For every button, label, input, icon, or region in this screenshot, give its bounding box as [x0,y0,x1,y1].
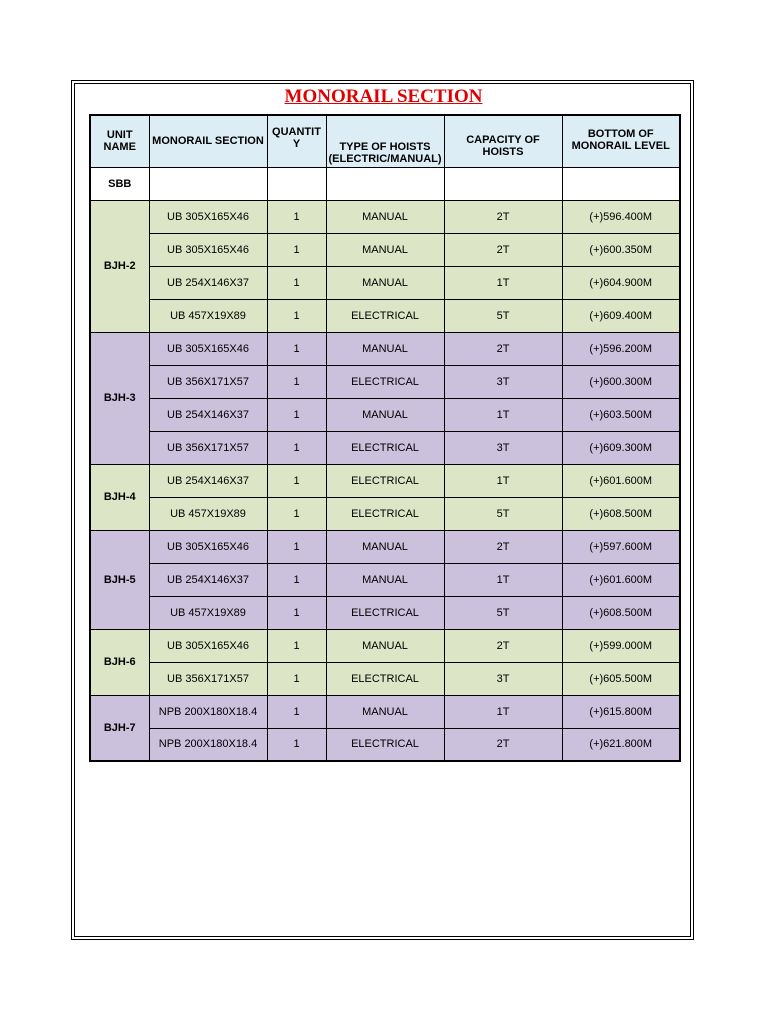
cell-unit-name: SBB [90,167,149,200]
table-row [90,530,680,563]
cell-monorail-section: UB 254X146X37 [149,563,267,596]
cell-bottom-level: (+)603.500M [562,398,680,431]
header-unit-name: UNIT NAME [90,115,149,167]
table-header-row [90,115,680,167]
cell-capacity: 5T [444,596,562,629]
cell-bottom-level: (+)604.900M [562,266,680,299]
cell-bottom-level: (+)621.800M [562,728,680,761]
cell-quantity: 1 [267,200,326,233]
table-row [90,464,680,497]
cell-capacity: 1T [444,695,562,728]
cell-monorail-section [149,167,267,200]
document-title: MONORAIL SECTION [284,86,483,107]
cell-monorail-section: UB 356X171X57 [149,662,267,695]
monorail-table [89,114,681,762]
cell-type-of-hoists: MANUAL [326,398,444,431]
cell-unit-name: BJH-3 [90,332,149,464]
table-row [90,200,680,233]
cell-monorail-section: UB 305X165X46 [149,629,267,662]
cell-type-of-hoists: MANUAL [326,200,444,233]
cell-capacity: 2T [444,332,562,365]
table-row [90,299,680,332]
cell-bottom-level: (+)605.500M [562,662,680,695]
cell-quantity: 1 [267,398,326,431]
cell-bottom-level: (+)608.500M [562,497,680,530]
cell-bottom-level: (+)608.500M [562,596,680,629]
cell-quantity: 1 [267,431,326,464]
table-row [90,629,680,662]
table-row [90,233,680,266]
cell-monorail-section: UB 457X19X89 [149,596,267,629]
table-row [90,431,680,464]
header-quantity: QUANTIT Y [267,115,326,167]
cell-capacity: 5T [444,497,562,530]
cell-monorail-section: UB 305X165X46 [149,332,267,365]
cell-type-of-hoists: ELECTRICAL [326,662,444,695]
cell-type-of-hoists: ELECTRICAL [326,464,444,497]
cell-capacity [444,167,562,200]
cell-type-of-hoists: ELECTRICAL [326,299,444,332]
cell-bottom-level: (+)609.300M [562,431,680,464]
cell-bottom-level: (+)597.600M [562,530,680,563]
cell-monorail-section: UB 254X146X37 [149,464,267,497]
cell-type-of-hoists: MANUAL [326,266,444,299]
cell-bottom-level: (+)600.350M [562,233,680,266]
cell-quantity: 1 [267,695,326,728]
cell-capacity: 1T [444,563,562,596]
cell-monorail-section: UB 305X165X46 [149,233,267,266]
cell-quantity: 1 [267,464,326,497]
table-row [90,695,680,728]
table-body [90,167,680,761]
table-row [90,728,680,761]
header-monorail-section: MONORAIL SECTION [149,115,267,167]
cell-capacity: 1T [444,464,562,497]
cell-quantity: 1 [267,530,326,563]
cell-bottom-level [562,167,680,200]
table-row [90,563,680,596]
cell-quantity: 1 [267,497,326,530]
cell-monorail-section: UB 356X171X57 [149,431,267,464]
cell-type-of-hoists: MANUAL [326,629,444,662]
cell-monorail-section: UB 457X19X89 [149,299,267,332]
cell-capacity: 2T [444,233,562,266]
table-row [90,332,680,365]
cell-monorail-section: NPB 200X180X18.4 [149,728,267,761]
cell-unit-name: BJH-7 [90,695,149,761]
cell-bottom-level: (+)609.400M [562,299,680,332]
cell-bottom-level: (+)601.600M [562,464,680,497]
cell-bottom-level: (+)596.400M [562,200,680,233]
cell-unit-name: BJH-5 [90,530,149,629]
cell-capacity: 3T [444,662,562,695]
cell-type-of-hoists: ELECTRICAL [326,365,444,398]
cell-capacity: 1T [444,398,562,431]
cell-capacity: 2T [444,200,562,233]
cell-monorail-section: UB 457X19X89 [149,497,267,530]
cell-capacity: 1T [444,266,562,299]
cell-unit-name: BJH-4 [90,464,149,530]
table-row [90,266,680,299]
table-row [90,398,680,431]
cell-bottom-level: (+)599.000M [562,629,680,662]
cell-quantity [267,167,326,200]
cell-monorail-section: NPB 200X180X18.4 [149,695,267,728]
cell-type-of-hoists [326,167,444,200]
cell-quantity: 1 [267,266,326,299]
cell-bottom-level: (+)615.800M [562,695,680,728]
cell-capacity: 3T [444,431,562,464]
cell-unit-name: BJH-2 [90,200,149,332]
cell-type-of-hoists: MANUAL [326,332,444,365]
header-bottom-level: BOTTOM OF MONORAIL LEVEL [562,115,680,167]
cell-unit-name: BJH-6 [90,629,149,695]
cell-quantity: 1 [267,233,326,266]
cell-quantity: 1 [267,629,326,662]
cell-bottom-level: (+)600.300M [562,365,680,398]
cell-quantity: 1 [267,563,326,596]
cell-type-of-hoists: ELECTRICAL [326,728,444,761]
cell-monorail-section: UB 305X165X46 [149,200,267,233]
cell-capacity: 3T [444,365,562,398]
cell-monorail-section: UB 305X165X46 [149,530,267,563]
cell-monorail-section: UB 254X146X37 [149,266,267,299]
cell-bottom-level: (+)596.200M [562,332,680,365]
cell-capacity: 2T [444,530,562,563]
cell-type-of-hoists: ELECTRICAL [326,497,444,530]
table-row [90,167,680,200]
table-row [90,662,680,695]
cell-quantity: 1 [267,299,326,332]
cell-quantity: 1 [267,365,326,398]
table-row [90,497,680,530]
cell-capacity: 5T [444,299,562,332]
cell-type-of-hoists: ELECTRICAL [326,431,444,464]
cell-monorail-section: UB 254X146X37 [149,398,267,431]
header-capacity-of-hoists: CAPACITY OF HOISTS [444,115,562,167]
cell-quantity: 1 [267,728,326,761]
table-row [90,596,680,629]
cell-type-of-hoists: MANUAL [326,695,444,728]
cell-type-of-hoists: MANUAL [326,530,444,563]
cell-quantity: 1 [267,662,326,695]
cell-bottom-level: (+)601.600M [562,563,680,596]
cell-type-of-hoists: MANUAL [326,233,444,266]
cell-quantity: 1 [267,596,326,629]
cell-monorail-section: UB 356X171X57 [149,365,267,398]
cell-type-of-hoists: MANUAL [326,563,444,596]
cell-type-of-hoists: ELECTRICAL [326,596,444,629]
table-row [90,365,680,398]
cell-capacity: 2T [444,629,562,662]
cell-quantity: 1 [267,332,326,365]
header-type-of-hoists: TYPE OF HOISTS (ELECTRIC/MANUAL) [326,115,444,167]
cell-capacity: 2T [444,728,562,761]
